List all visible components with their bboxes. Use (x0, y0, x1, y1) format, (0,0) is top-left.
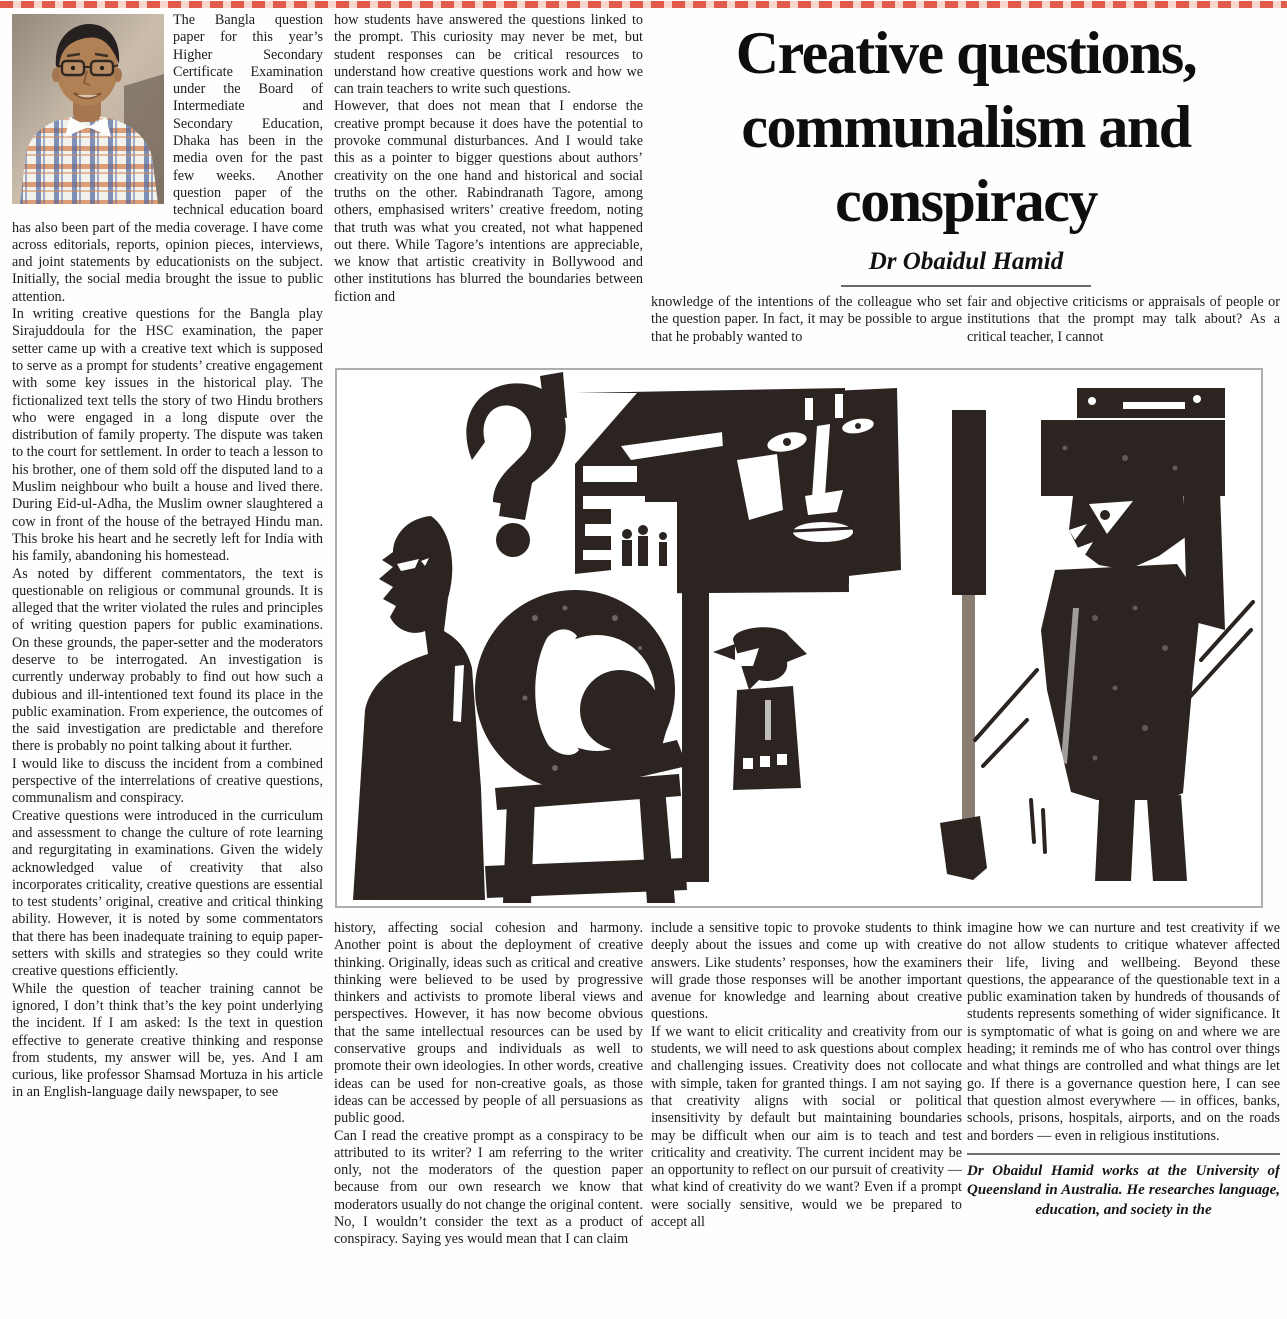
headline-block (651, 16, 1281, 287)
author-bio: Dr Obaidul Hamid works at the University of Queensland in Australia. He researches language, education, and society in the (967, 1162, 1280, 1218)
article-column-4-bottom (967, 920, 1280, 1316)
paragraph: Can I read the creative prompt as a conspiracy to be attributed to its writer? I am referring to the writer only, not the moderators of the question paper because from our own research we know that moderators usually do not change the original content. No, I wouldn’t consider the text as a product of conspiracy. Saying yes would mean that I can claim (334, 1127, 643, 1248)
page-top-dashed-border (0, 1, 1287, 8)
paragraph: knowledge of the intentions of the colleague who set the question paper. In fact, it may be possible to argue that he probably wanted to (651, 294, 962, 345)
paragraph: In writing creative questions for the Bangla play Sirajuddoula for the HSC examination, the paper setter came up with a creative text which is supposed to serve as a prompt for students’ creative engagement with some key issues in the historical play. The fictionalized text tells the story of two Hindu brothers who were engaged in a long dispute over the distribution of family property. The dispute was taken to the court for settlement. In order to teach a lesson to his brother, one of them sold off the disputed land to a Muslim neighbour who built a house and lived there. During Eid-ul-Adha, the Muslim owner slaughtered a cow in front of the house of the betrayed Hindu man. This broke his heart and he secretly left for India with his family, abandoning his homestead. (12, 306, 323, 565)
article-column-2-top (334, 12, 643, 364)
article-title-line-1: Creative questions, (735, 20, 1197, 86)
author-portrait-graphic (12, 14, 164, 204)
article-title-line-3: conspiracy (835, 168, 1097, 234)
paragraph: include a sensitive topic to provoke students to think deeply about the issues and come up with creative answers. Like students’ responses, how the examiners will grade those responses will be another important avenue for knowledge and learning about creative questions. (651, 920, 962, 1023)
article-column-4-top (967, 294, 1280, 358)
paragraph: history, affecting social cohesion and harmony. Another point is about the deployment of creative thinking. Originally, ideas such as critical and creative thinking were believed to be used by progressive thinkers and activists to promote liberal views and perspectives. However, it has now become obvious that the same intellectual resources can be used by conservative groups and individuals as well to promote their own ideologies. In other words, creative ideas can be used for non-creative goals, as those ideas can be accessed by people of all persuasions as public good. (334, 920, 643, 1127)
article-column-3-bottom (651, 920, 962, 1316)
artist-signature: 50- (357, 886, 375, 901)
article-column-3-top (651, 294, 962, 358)
article-illustration (335, 368, 1263, 908)
article-column-1 (12, 12, 323, 1308)
bio-divider (967, 1153, 1280, 1155)
paragraph: The Bangla question paper for this year’s Higher Secondary Certificate Examination under the Board of Intermediate and Secondary Education, Dhaka has been in the media oven for the past few weeks. Another question paper of the technical education board has also been part of the media coverage. I have come across editorials, reports, opinion pieces, interviews, and joint statements by educationists on the subject. Initially, the social media brought the issue to public attention. (12, 12, 323, 305)
woodcut-graphic (335, 368, 1263, 908)
paragraph: However, that does not mean that I endorse the creative prompt because it does have the potential to provoke communal disturbances. And I would take this as a pointer to bigger questions about authors’ creativity on the one hand and historical and social truths on the other. Rabindranath Tagore, among others, emphasised writers’ creative freedom, noting that truth was what you created, not what happened out there. While Tagore’s intentions are appreciable, we know that artistic creativity in Bollywood and other institutions has blurred the boundaries between fiction and (334, 98, 643, 305)
paragraph: Creative questions were introduced in the curriculum and assessment to change the culture of rote learning and regurgitating in examinations. Given the widely acknowledged value of creativity that also incorporates criticality, creative questions are essential to test students’ original, creative and critical thinking ability. However, it is noted by some commentators that there has been inadequate training to equip paper-setters with skills and strategies so they could write creative questions efficiently. (12, 807, 323, 980)
column-4-text (967, 920, 1280, 1145)
article-title-line-2: communalism and (741, 94, 1191, 160)
paragraph: fair and objective criticisms or appraisals of people or institutions that the prompt may talk about? As a critical teacher, I cannot (967, 294, 1280, 345)
paragraph: While the question of teacher training cannot be ignored, I don’t think that’s the key point underlying the incident. If I am asked: Is the text in question effective to generate creative thinking and response from students, my answer will be, yes. And I am curious, like professor Shamsad Mortuza in his article in an English-language daily newspaper, to see (12, 980, 323, 1101)
paragraph: how students have answered the questions linked to the prompt. This curiosity may never be met, but student responses can be critical resources to understand how creative questions work and how we can train teachers to write such questions. (334, 12, 643, 98)
paragraph: As noted by different commentators, the text is questionable on religious or communal grounds. It is alleged that the writer violated the rules and principles of writing question papers for public examinations. On these grounds, the paper-setter and the moderators deserve to be interrogated. An investigation is currently underway probably to find out how such a dubious and ill-intentioned text found its place in the public examination. From experience, the outcomes of the said investigation are predictable and therefore there is probably no point talking about it further. (12, 565, 323, 755)
paragraph: I would like to discuss the incident from a combined perspective of the interrelations of creative questions, communalism and conspiracy. (12, 755, 323, 807)
paragraph: If we want to elicit criticality and creativity from our students, we will need to ask questions about complex and challenging issues. Creativity does not collocate with simple, taken for granted things. I am not saying that creativity aligns with social or political insensitivity by default but maintaining boundaries may be difficult when our aim is to teach and test criticality and creativity. The current incident may be an opportunity to reflect on our pursuit of creativity — what kind of creativity do we want? Even if a prompt were socially sensitive, would we be prepared to accept all (651, 1023, 962, 1231)
author-photo (12, 14, 164, 204)
paragraph: imagine how we can nurture and test creativity if we do not allow students to critique whatever affected their life, living and wellbeing. Beyond these questions, the appearance of the questionable text in a public examination taken by hundreds of thousands of students represents something of wider significance. It is symptomatic of what is going on and where we are heading; it reminds me of who has control over things and what things are controlled and what things are let go. If there is a governance question here, I can see that question almost everywhere — in offices, banks, schools, prisons, hospitals, airports, and on the roads and borders — even in religious institutions. (967, 920, 1280, 1144)
article-column-2-bottom (334, 920, 643, 1316)
byline: Dr Obaidul Hamid (841, 248, 1091, 287)
